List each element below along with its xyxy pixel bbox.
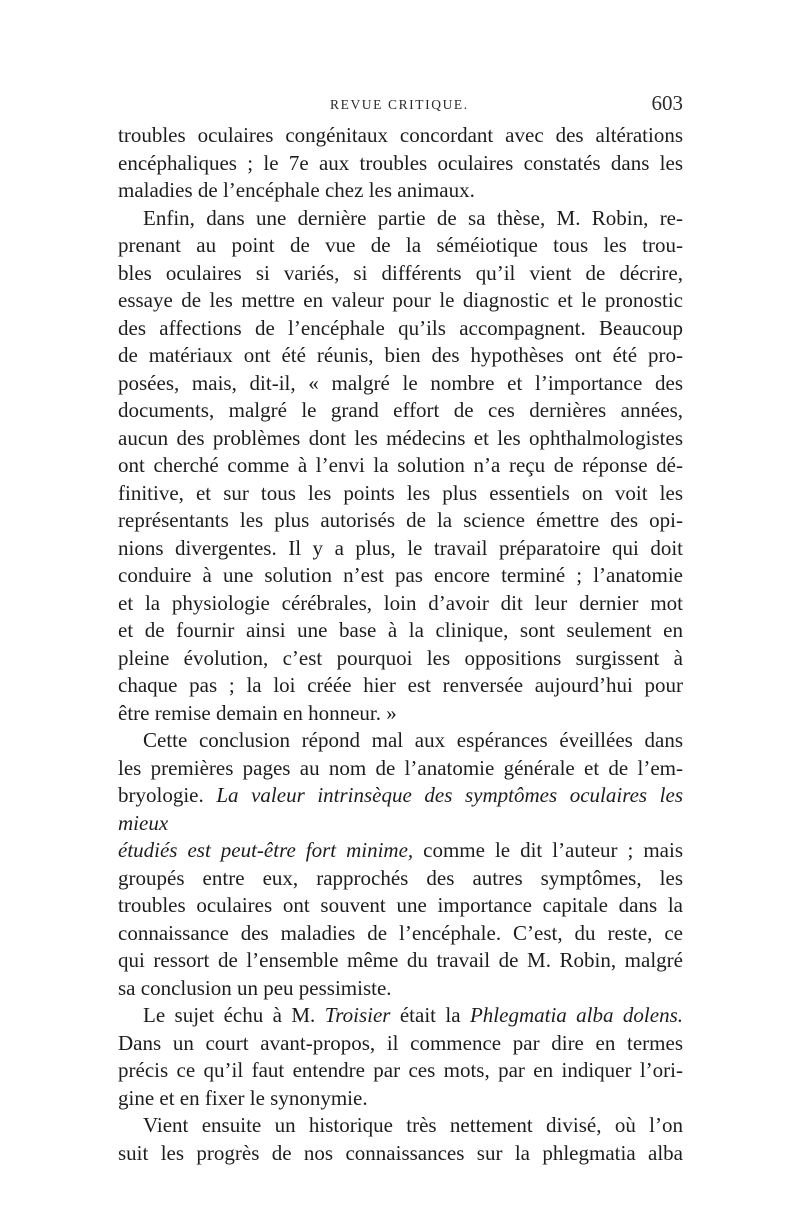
text-line: conduire à une solution n’est pas encore terminé ; l’anatomie [118,563,683,587]
text-line: Dans un court avant-propos, il commence par dire en termes [118,1030,683,1055]
page-number: 603 [651,91,683,115]
text-line: troubles oculaires ont souvent une importance capitale dans la [118,893,683,917]
text-line: finitive, et sur tous les points les plus essentiels on voit les [118,480,683,505]
text-line: maladies de l’encéphale chez les animaux. [118,178,475,202]
text-line: chaque pas ; la loi créée hier est renversée aujourd’hui pour [118,673,683,697]
text-line: et la physiologie cérébrales, loin d’avoir dit leur dernier mot [118,590,683,615]
text-line: être remise demain en honneur. » [118,700,397,725]
text-line: troubles oculaires congénitaux concordant avec des altérations [118,123,683,147]
text-span: comme le dit l’auteur ; mais [413,838,683,862]
text-line: Vient ensuite un historique très nettement divisé, où l’on [143,1113,683,1137]
text-line: des affections de l’encéphale qu’ils accompagnent. Beaucoup [118,315,683,340]
text-line: posées, mais, dit-il, « malgré le nombre et l’importance des [118,370,683,395]
text-line: Cette conclusion répond mal aux espérances éveillées dans [143,728,683,752]
text-line: représentants les plus autorisés de la science émettre des opi- [118,508,683,532]
text-span: bryologie. [118,783,217,807]
text-line: documents, malgré le grand effort de ces dernières années, [118,398,683,422]
text-line: de matériaux ont été réunis, bien des hypothèses ont été pro- [118,343,683,367]
text-line [118,837,683,865]
text-line: gine et en fixer le synonymie. [118,1085,368,1110]
text-line: qui ressort de l’ensemble même du travail de M. Robin, malgré [118,948,683,972]
body-text [118,122,683,1167]
text-line: connaissance des maladies de l’encéphale. C’est, du reste, ce [118,920,683,945]
text-line [118,1002,683,1030]
text-line [118,782,683,837]
text-span: était la [390,1003,470,1027]
text-line: bles oculaires si variés, si différents qu’il vient de décrire, [118,260,683,285]
text-line: aucun des problèmes dont les médecins et les ophthalmologistes [118,425,683,450]
text-line: nions divergentes. Il y a plus, le travail préparatoire qui doit [118,535,683,560]
italic-quote: étudiés est peut-être fort minime, [118,838,414,862]
running-head: REVUE CRITIQUE. [330,97,469,112]
text-line: prenant au point de vue de la séméiotique tous les trou- [118,233,683,257]
text-span: Le sujet échu à M. [143,1003,325,1027]
page-header [118,91,683,121]
author-name: Troisier [324,1003,391,1027]
subject-title: Phlegmatia alba dolens. [469,1003,683,1027]
text-line: les premières pages au nom de l’anatomie générale et de l’em- [118,755,683,780]
text-line: encéphaliques ; le 7e aux troubles oculaires constatés dans les [118,150,683,175]
text-line: et de fournir ainsi une base à la clinique, sont seulement en [118,618,683,642]
text-line: essaye de les mettre en valeur pour le diagnostic et le pronostic [118,288,683,312]
text-line: ont cherché comme à l’envi la solution n’a reçu de réponse dé- [118,453,683,477]
text-line: suit les progrès de nos connaissances sur la phlegmatia alba [118,1140,683,1165]
italic-quote: La valeur intrinsèque des symptômes oculaires les mieux [118,783,684,835]
text-line: sa conclusion un peu pessimiste. [118,975,392,1000]
text-line: groupés entre eux, rapprochés des autres symptômes, les [118,865,683,890]
text-line: Enfin, dans une dernière partie de sa thèse, M. Robin, re- [143,205,683,230]
text-line: pleine évolution, c’est pourquoi les oppositions surgissent à [118,645,683,670]
text-line: précis ce qu’il faut entendre par ces mots, par en indiquer l’ori- [118,1058,683,1082]
